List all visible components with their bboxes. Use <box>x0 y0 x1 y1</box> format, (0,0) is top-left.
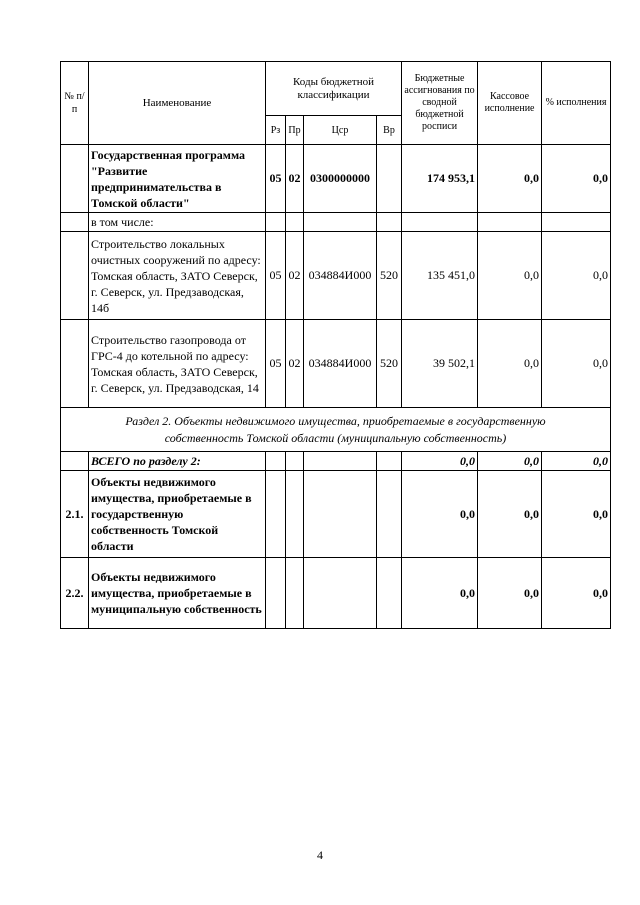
header-num: № п/п <box>61 62 89 145</box>
table-row-total <box>61 452 611 471</box>
item2-csr: 034884И000 <box>304 320 377 408</box>
total-cash: 0,0 <box>478 452 542 471</box>
section-row <box>61 408 611 452</box>
row22-name: Объекты недвижимого имущества, приобретаемые в муниципальную собственность <box>89 558 266 629</box>
table-row-2-2 <box>61 558 611 629</box>
item1-rz: 05 <box>266 232 286 320</box>
cell-empty <box>286 471 304 558</box>
item2-assign: 39 502,1 <box>402 320 478 408</box>
row22-cash: 0,0 <box>478 558 542 629</box>
item1-csr: 034884И000 <box>304 232 377 320</box>
item2-percent: 0,0 <box>542 320 611 408</box>
cell-empty <box>542 213 611 232</box>
header-name: Наименование <box>89 62 266 145</box>
row22-percent: 0,0 <box>542 558 611 629</box>
program-pr: 02 <box>286 145 304 213</box>
item1-assign: 135 451,0 <box>402 232 478 320</box>
header-codes: Коды бюджетной классификации <box>266 62 402 116</box>
program-cash: 0,0 <box>478 145 542 213</box>
header-vr: Вр <box>377 116 402 145</box>
cell-empty <box>304 452 377 471</box>
row21-cash: 0,0 <box>478 471 542 558</box>
cell-num <box>61 232 89 320</box>
program-csr: 0300000000 <box>304 145 377 213</box>
item1-cash: 0,0 <box>478 232 542 320</box>
cell-empty <box>304 471 377 558</box>
total-assign: 0,0 <box>402 452 478 471</box>
item2-pr: 02 <box>286 320 304 408</box>
cell-empty <box>266 471 286 558</box>
row22-assign: 0,0 <box>402 558 478 629</box>
program-assign: 174 953,1 <box>402 145 478 213</box>
cell-empty <box>286 452 304 471</box>
page-number: 4 <box>317 848 323 862</box>
program-name: Государственная программа "Развитие предпринимательства в Томской области" <box>89 145 266 213</box>
table-row-item2 <box>61 320 611 408</box>
cell-empty <box>478 213 542 232</box>
cell-empty <box>304 558 377 629</box>
item1-name: Строительство локальных очистных сооружений по адресу: Томская область, ЗАТО Северск, г. Северск, ул. Предзаводская, 14б <box>89 232 266 320</box>
header-assignments: Бюджетные ассигнования по сводной бюджетной росписи <box>402 62 478 145</box>
row21-name: Объекты недвижимого имущества, приобретаемые в государственную собственность Томской области <box>89 471 266 558</box>
cell-num <box>61 452 89 471</box>
cell-empty <box>377 558 402 629</box>
item1-vr: 520 <box>377 232 402 320</box>
cell-empty <box>266 558 286 629</box>
table-header-row <box>61 62 611 116</box>
table-row-including <box>61 213 611 232</box>
header-cash-execution: Кассовое исполнение <box>478 62 542 145</box>
header-rz: Рз <box>266 116 286 145</box>
table-row-item1 <box>61 232 611 320</box>
item1-pr: 02 <box>286 232 304 320</box>
cell-num <box>61 320 89 408</box>
item2-cash: 0,0 <box>478 320 542 408</box>
cell-empty <box>286 558 304 629</box>
budget-execution-table <box>60 61 611 629</box>
header-csr: Цср <box>304 116 377 145</box>
header-percent: % исполнения <box>542 62 611 145</box>
cell-empty <box>266 213 286 232</box>
item2-rz: 05 <box>266 320 286 408</box>
item2-name: Строительство газопровода от ГРС-4 до котельной по адресу: Томская область, ЗАТО Северск, г. Северск, ул. Предзаводская, 14 <box>89 320 266 408</box>
cell-empty <box>377 471 402 558</box>
section-2-title: Раздел 2. Объекты недвижимого имущества, приобретаемые в государственную собственность Томской области (муниципальную собственность) <box>61 408 611 452</box>
cell-empty <box>266 452 286 471</box>
item2-vr: 520 <box>377 320 402 408</box>
cell-num <box>61 213 89 232</box>
total-percent: 0,0 <box>542 452 611 471</box>
row21-percent: 0,0 <box>542 471 611 558</box>
program-rz: 05 <box>266 145 286 213</box>
table-row-program <box>61 145 611 213</box>
row21-num: 2.1. <box>61 471 89 558</box>
cell-empty <box>286 213 304 232</box>
cell-empty <box>377 213 402 232</box>
item1-percent: 0,0 <box>542 232 611 320</box>
program-percent: 0,0 <box>542 145 611 213</box>
cell-empty <box>377 452 402 471</box>
row22-num: 2.2. <box>61 558 89 629</box>
cell-empty <box>402 213 478 232</box>
row21-assign: 0,0 <box>402 471 478 558</box>
cell-num <box>61 145 89 213</box>
program-vr <box>377 145 402 213</box>
cell-empty <box>304 213 377 232</box>
header-pr: Пр <box>286 116 304 145</box>
including-label: в том числе: <box>89 213 266 232</box>
total-label: ВСЕГО по разделу 2: <box>89 452 266 471</box>
table-row-2-1 <box>61 471 611 558</box>
